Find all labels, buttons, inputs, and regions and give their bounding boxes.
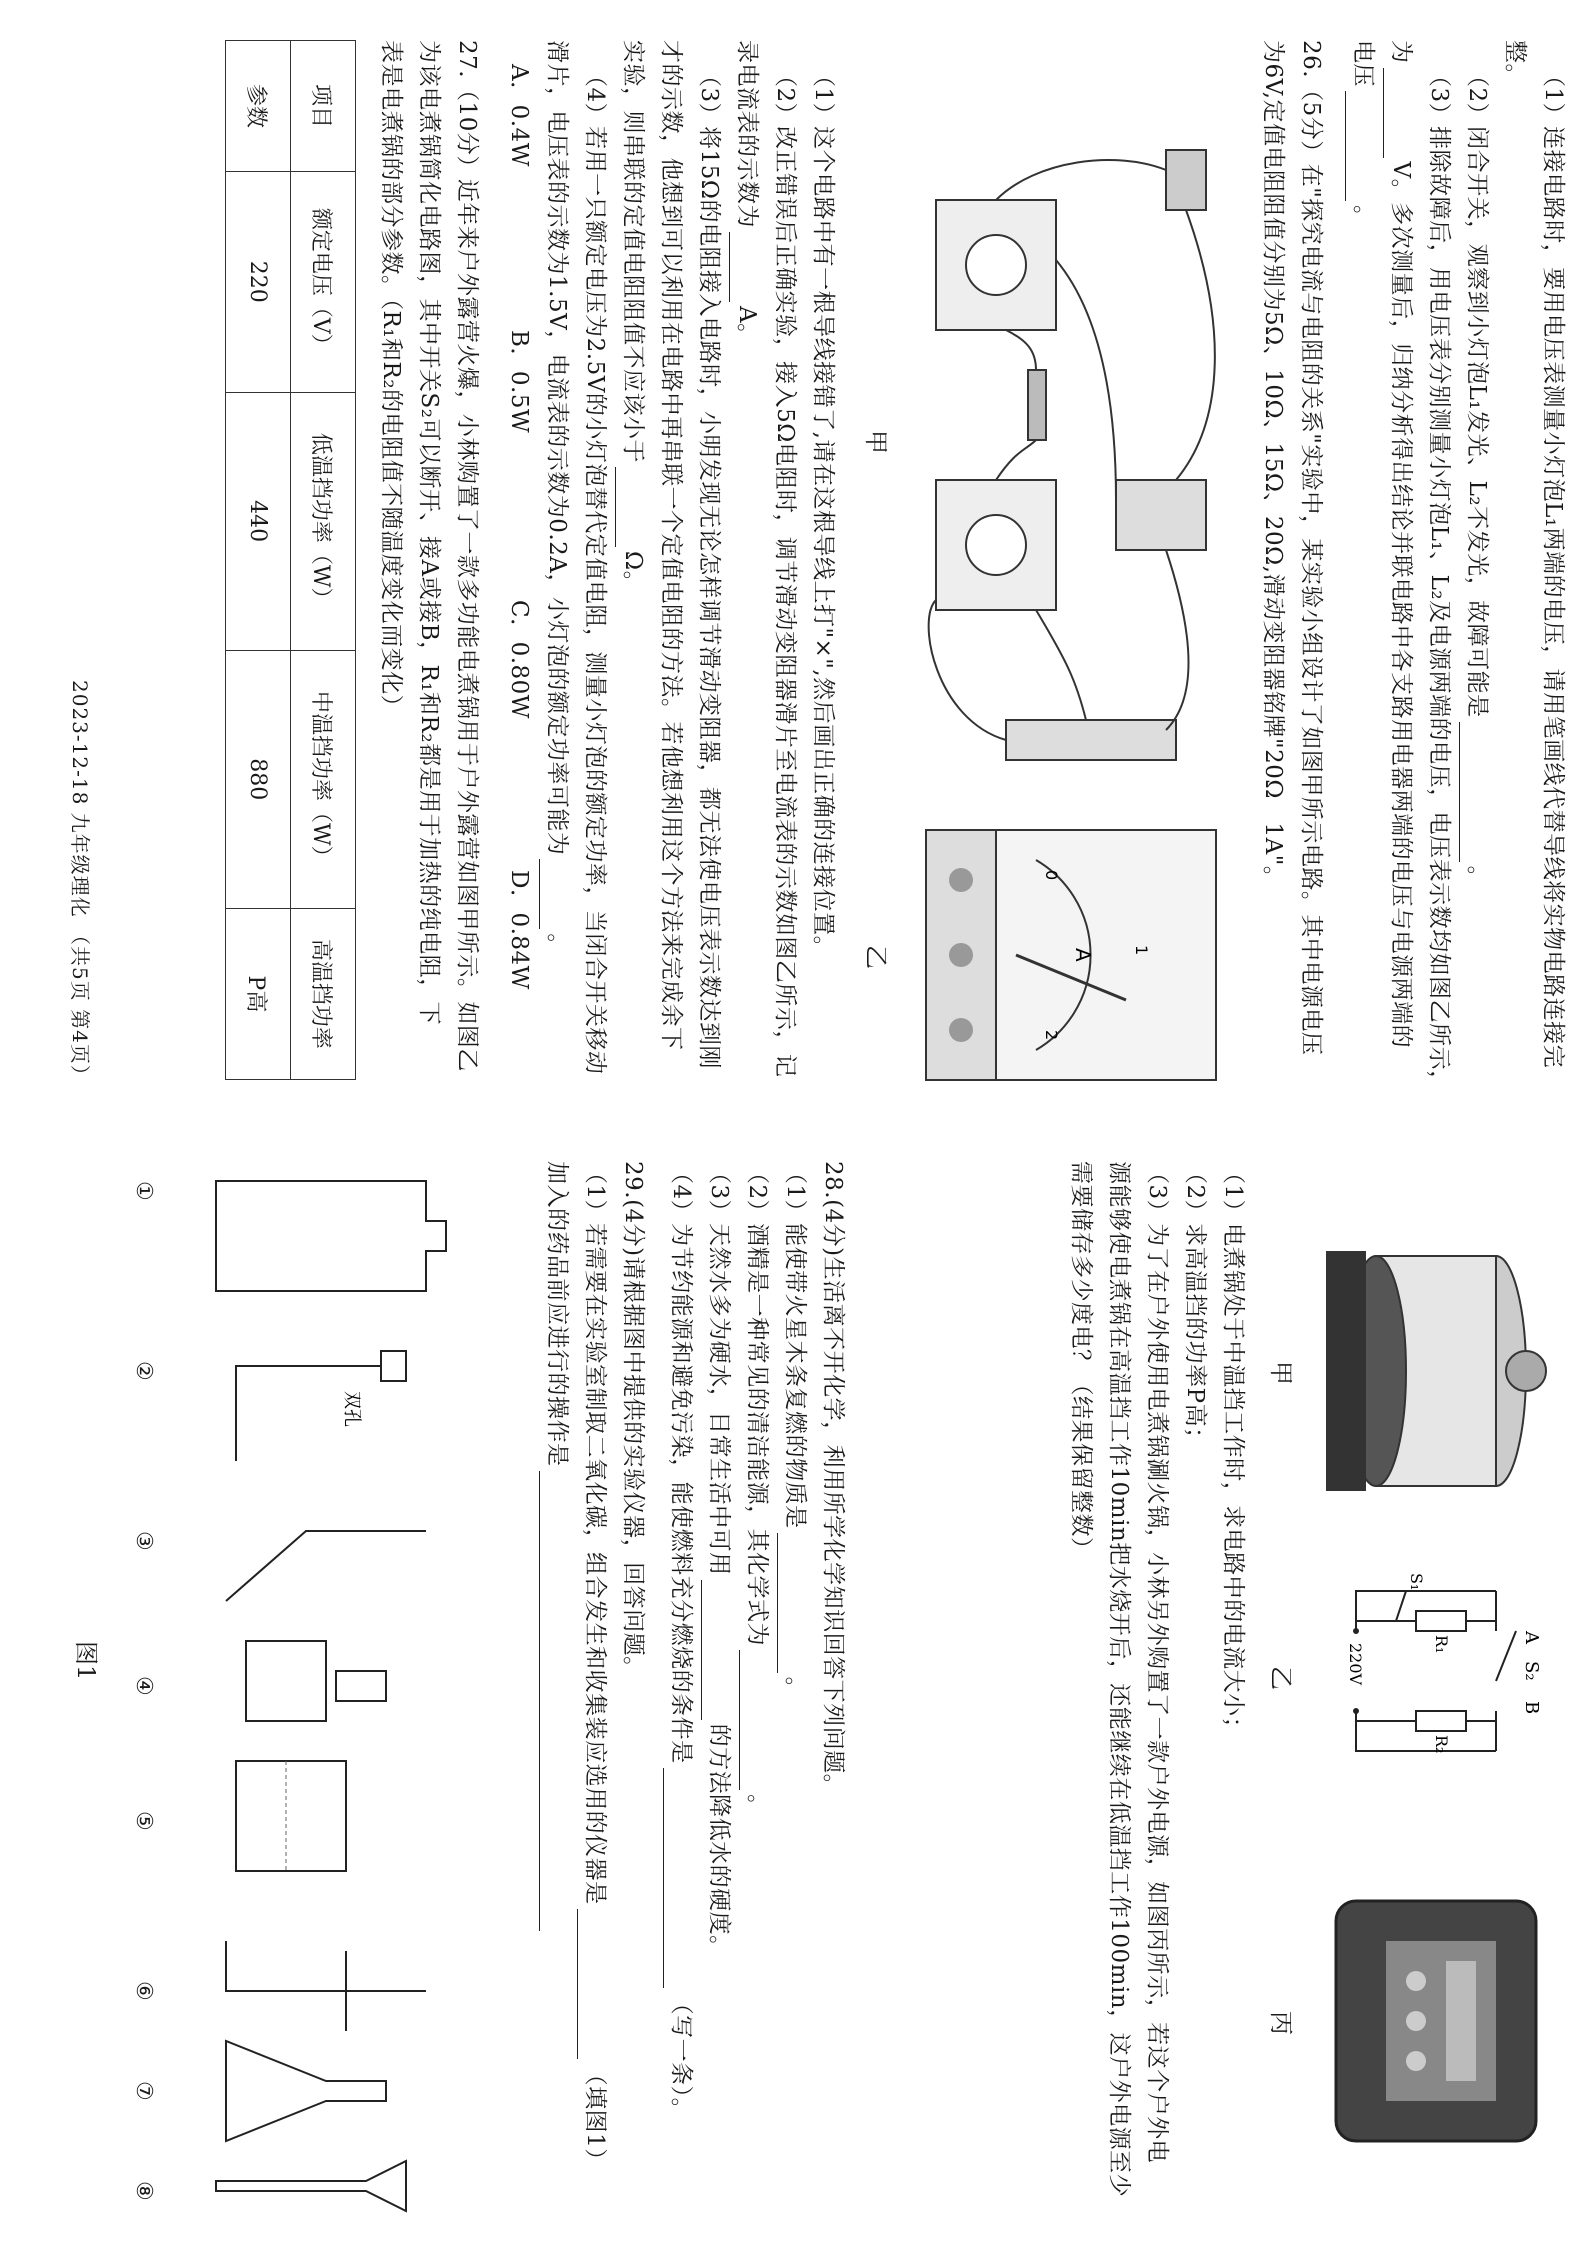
r1-resistor-icon — [1416, 1611, 1466, 1631]
q27-sub-3a: （3）为了在户外使用电煮锅涮火锅，小林另外购置了一款户外电源，如图丙所示，若这个户外电 — [1144, 1161, 1170, 2164]
svg-text:1: 1 — [1132, 945, 1151, 956]
apparatus-num-7: ⑦ — [131, 2081, 156, 2101]
q26-figure-label-yi: 乙 — [862, 945, 890, 969]
circuit-label-s1: S₁ — [1407, 1573, 1426, 1591]
q25-blank-voltage[interactable] — [1383, 68, 1410, 158]
circuit-label-b: B — [1521, 1701, 1542, 1715]
table-cell: 参数 — [226, 41, 291, 172]
q27-figure-label-bing: 丙 — [1267, 2011, 1295, 2035]
conical-flask-icon — [226, 2041, 386, 2141]
q25-blank-fault[interactable] — [1459, 722, 1486, 862]
q27-cooker-figure — [1306, 1241, 1566, 1501]
q27-power-station-figure — [1306, 1881, 1566, 2161]
q29-blank-apparatus[interactable] — [577, 1909, 604, 2059]
q26-sub-4b: 滑片，电压表的示数为1.5V，电流表的示数为0.2A，小灯泡的额定功率可能为。 — [539, 40, 575, 957]
table-row — [226, 41, 291, 1080]
tripod-icon — [246, 1641, 326, 1721]
q28-sub-2: （2）酒精是一种常见的清洁能源，其化学式为。 — [739, 1161, 775, 1818]
q29-sub-1b: 加入的药品前应进行的操作是 — [539, 1161, 575, 1935]
q25-line-2: 整。 — [1502, 40, 1528, 87]
q29-sub-1a: （1）若需要在实验室制取二氧化碳，组合发生和收集装应选用的仪器是（填图1） — [577, 1161, 613, 2172]
q26-sub-2b: 录电流表的示数为A。 — [729, 40, 765, 347]
funnel-icon — [216, 2161, 406, 2211]
q26-sub-3b: 才的示数，他想到可以利用在电路中再串联一个定值电阻的方法。若他想利用这个方法来完成余下 — [658, 40, 684, 1051]
right-column — [0, 1121, 1586, 2242]
alcohol-lamp-icon — [336, 1671, 386, 1701]
q27-stem-1: 27.（10分）近年来户外露营火爆，小林购置了一款多功能电煮锅用于户外露营如图甲所示。如图乙 — [454, 40, 480, 1072]
gas-bottle-icon — [216, 1181, 446, 1291]
apparatus-num-3: ③ — [131, 1531, 156, 1551]
q25-line-1: （1）连接电路时，要用电压表测量小灯泡L₁两端的电压，请用笔画线代替导线将实物电路连接完 — [1540, 64, 1566, 1069]
table-cell: P高 — [226, 908, 291, 1079]
table-cell: 880 — [226, 650, 291, 908]
q28-blank-4[interactable] — [663, 1768, 690, 1988]
q26-ammeter-figure — [906, 820, 1236, 1090]
q26-blank-resistance[interactable] — [615, 467, 642, 547]
r2-resistor-icon — [1416, 1711, 1466, 1731]
q25-line-3: （2）闭合开关，观察到小灯泡L₁发光、L₂不发光，故障可能是。 — [1459, 64, 1495, 889]
page-footer: 2023-12-18 九年级理化 （共5页 第4页） — [68, 680, 92, 1086]
cooker-circuit-drawing — [1326, 1571, 1556, 1771]
apparatus-num-4: ④ — [131, 1676, 156, 1696]
apparatus-num-8: ⑧ — [131, 2181, 156, 2201]
q27-circuit-diagram — [1326, 1571, 1556, 1771]
apparatus-num-5: ⑤ — [131, 1811, 156, 1831]
q28-stem: 28.(4分)生活离不开化学，利用所学化学知识回答下列问题。 — [820, 1161, 846, 1798]
q28-blank-3[interactable] — [701, 1580, 728, 1720]
circuit-label-voltage: 220V — [1346, 1643, 1365, 1686]
q29-stem: 29.(4分)请根据图中提供的实验仪器，回答问题。 — [620, 1161, 646, 1680]
power-station-icon — [1306, 1881, 1566, 2161]
q26-sub-2a: （2）改正错误后正确实验，接入5Ω电阻时，调节滑动变阻器滑片至电流表的示数如图乙所示，记 — [772, 64, 798, 1078]
q27-sub-1: （1）电煮锅处于中温挡工作时，求电路中的电流大小； — [1220, 1161, 1246, 1741]
q27-parameter-table — [225, 40, 356, 1080]
apparatus-figure-label: 图1 — [72, 1641, 100, 1681]
q25-line-5: 为V。多次测量后，归纳分析得出结论并联电路中各支路用电器两端的电压与电源两端的 — [1383, 40, 1419, 1048]
table-row — [291, 41, 356, 1080]
iron-stand-icon — [226, 1941, 426, 1991]
q27-stem-2: 为该电煮锅简化电路图，其中开关S₂可以断开、接A或接B，R₁和R₂都是用于加热的纯电阻，下 — [416, 40, 442, 1026]
q26-option-b[interactable]: B．0.5W — [506, 330, 532, 434]
double-hole-label: 双孔 — [341, 1391, 362, 1427]
q28-blank-2[interactable] — [739, 1650, 766, 1790]
q26-option-d[interactable]: D．0.84W — [506, 870, 532, 990]
circuit-drawing — [906, 120, 1236, 810]
q29-apparatus-figure — [166, 1161, 466, 2221]
q29-blank-operation[interactable] — [539, 1471, 566, 1931]
q26-figure-label-jia: 甲 — [862, 430, 890, 454]
electric-cooker-icon — [1306, 1241, 1566, 1501]
table-header-cell: 高温挡功率 — [291, 908, 356, 1079]
q26-blank-current[interactable] — [729, 232, 756, 302]
q25-blank-relation[interactable] — [1345, 91, 1372, 201]
battery-box-icon — [1116, 480, 1206, 550]
q27-sub-2: （2）求高温挡的功率P高； — [1182, 1161, 1208, 1451]
q26-stem-2: 为6V,定值电阻阻值分别为5Ω、10Ω、15Ω、20Ω,滑动变阻器铭牌"20Ω 1A"。 — [1260, 40, 1286, 890]
q28-sub-1: （1）能使带火星木条复燃的物质是。 — [777, 1161, 813, 1700]
q26-sub-3c: 实验，则串联的定值电阻阻值不应该小于Ω。 — [615, 40, 651, 594]
resistor-icon — [1028, 370, 1046, 440]
water-trough-icon — [236, 1761, 346, 1871]
circuit-label-r1: R₁ — [1432, 1635, 1451, 1654]
bent-tube-icon — [226, 1531, 426, 1601]
table-header-cell: 项目 — [291, 41, 356, 172]
circuit-label-r2: R₂ — [1432, 1735, 1451, 1754]
q27-figure-label-jia: 甲 — [1267, 1361, 1295, 1385]
q27-figure-label-yi: 乙 — [1267, 1666, 1295, 1690]
q28-sub-3: （3）天然水多为硬水，日常生活中可用的方法降低水的硬度。 — [701, 1161, 737, 1959]
q27-stem-3: 表是电煮锅的部分参数。（R₁和R₂的电阻值不随温度变化而变化） — [378, 40, 404, 719]
q25-line-4: （3）排除故障后，用电压表分别测量小灯泡L₁、L₂及电源两端的电压，电压表示数均如图乙所示， — [1426, 64, 1452, 1094]
svg-text:A: A — [1071, 948, 1095, 962]
q27-sub-3c: 需要储存多少度电？（结果保留整数） — [1068, 1161, 1094, 1561]
rheostat-icon — [1006, 720, 1176, 760]
q26-sub-1: （1）这个电路中有一根导线接错了,请在这根导线上打"×",然后画出正确的连接位置。 — [810, 64, 836, 960]
q26-stem-1: 26.（5分）在"探究电流与电阻的关系"实验中，某实验小组设计了如图甲所示电路。其中电源电压 — [1298, 40, 1324, 1056]
ammeter-drawing — [906, 820, 1236, 1090]
circuit-label-s2: S₂ — [1521, 1661, 1542, 1681]
circuit-label-a: A — [1521, 1631, 1542, 1644]
apparatus-drawing — [166, 1161, 466, 2221]
apparatus-num-1: ① — [131, 1181, 156, 1201]
apparatus-num-2: ② — [131, 1361, 156, 1381]
q26-sub-3a: （3）将15Ω的电阻接入电路时，小明发现无论怎样调节滑动变阻器，都无法使电压表示数达到刚 — [696, 64, 722, 1069]
switch-icon — [1166, 150, 1206, 210]
q25-line-6: 电压。 — [1345, 40, 1381, 229]
q26-option-c[interactable]: C．0.80W — [506, 600, 532, 719]
table-cell: 220 — [226, 172, 291, 393]
q26-option-a[interactable]: A．0.4W — [506, 64, 532, 167]
table-header-cell: 低温挡功率（W） — [291, 392, 356, 650]
svg-text:0: 0 — [1042, 870, 1061, 881]
q26-sub-4a: （4）若用一只额定电压为2.5V的小灯泡替代定值电阻，测量小灯泡的额定功率，当闭合开关移动 — [582, 64, 608, 1075]
stopper-icon — [381, 1351, 406, 1381]
q26-circuit-figure — [906, 120, 1236, 810]
q26-blank-power[interactable] — [539, 859, 566, 929]
table-header-cell: 额定电压（V） — [291, 172, 356, 393]
q28-blank-1[interactable] — [777, 1533, 804, 1673]
apparatus-num-6: ⑥ — [131, 1981, 156, 2001]
svg-text:2: 2 — [1042, 1030, 1061, 1041]
table-header-cell: 中温挡功率（W） — [291, 650, 356, 908]
q27-sub-3b: 源能够使电煮锅在高温挡工作10min把水烧开后，还能继续在低温挡工作100min，这户外电源至少 — [1106, 1161, 1132, 2198]
table-cell: 440 — [226, 392, 291, 650]
q28-sub-4: （4）为节约能源和避免污染，能使燃料充分燃烧的条件是（写一条）。 — [663, 1161, 699, 2121]
